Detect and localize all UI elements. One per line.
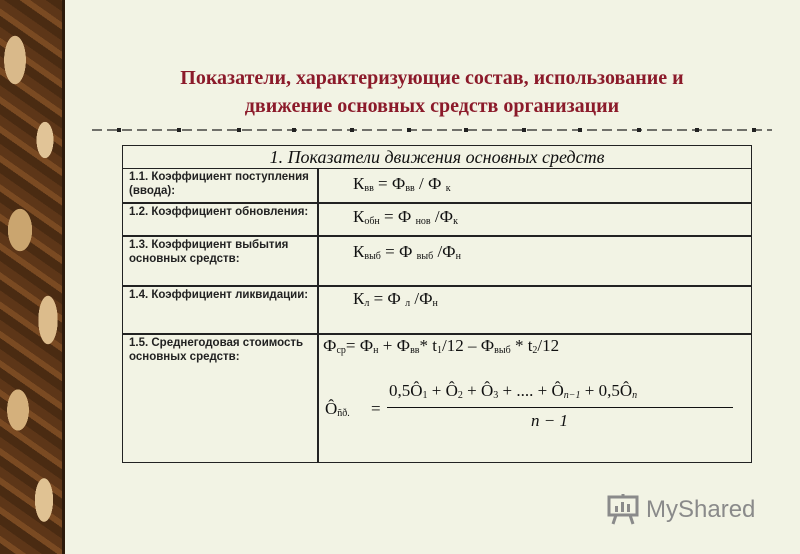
title-divider [92, 125, 772, 135]
fraction-numerator [389, 381, 637, 401]
formula-part: = Ф [380, 242, 417, 261]
title-line-2: движение основных средств организации [244, 95, 620, 117]
fraction-denominator: n − 1 [531, 411, 568, 430]
formula-part: К [353, 289, 365, 308]
row-divider [123, 285, 751, 287]
formula-sub: н [455, 251, 461, 262]
decorative-side-strip [0, 0, 62, 554]
row-divider [123, 235, 751, 237]
watermark-text: MyShared [646, 496, 756, 523]
formula-part: /Ф [433, 242, 456, 261]
formula-part: К [353, 207, 365, 226]
formula-sub: выб [416, 251, 434, 262]
row-label-1: 1.1. Коэффициент поступления (ввода): [129, 171, 309, 197]
fraction-lhs-symbol: Ô [325, 399, 338, 418]
formula-part: * t [419, 336, 437, 355]
formula-sub: к [445, 183, 451, 194]
formula-part: = Ф [345, 336, 374, 355]
num-part: + Ô [427, 381, 458, 400]
fraction-lhs [325, 399, 350, 419]
fraction-equals: = [371, 399, 381, 418]
num-sub: 2 [457, 390, 463, 401]
formula-average-annual [323, 336, 559, 356]
formula-part: + Ф [378, 336, 411, 355]
row-divider [123, 333, 751, 335]
column-divider [317, 168, 319, 463]
formula-part: К [353, 242, 365, 261]
num-sub: n [632, 390, 638, 401]
formula-sub: обн [364, 216, 380, 227]
formula-sub: 2 [532, 345, 538, 356]
num-sub: 1 [422, 390, 428, 401]
formula-part: К [353, 174, 365, 193]
num-sub: 3 [493, 390, 499, 401]
table-header: 1. Показатели движения основных средств [123, 146, 751, 169]
formula-disposal [353, 242, 461, 262]
formula-sub: л [405, 298, 411, 309]
title-line-1: Показатели, характеризующие состав, использование и [180, 67, 684, 89]
indicators-table [122, 145, 752, 463]
side-strip-border [62, 0, 65, 554]
formula-sub: вв [410, 345, 420, 356]
formula-part: = Ф [373, 174, 406, 193]
formula-part: /12 – Ф [442, 336, 495, 355]
row-label-2: 1.2. Коэффициент обновления: [129, 206, 309, 218]
formula-sub: ср [336, 345, 346, 356]
num-part: + Ô [462, 381, 494, 400]
row-label-3: 1.3. Коэффициент выбытия основных средств: [129, 239, 289, 265]
formula-part: /Ф [410, 289, 433, 308]
num-sub: n−1 [563, 390, 581, 401]
formula-part: Ф [323, 336, 337, 355]
formula-part: = Ф [379, 207, 416, 226]
formula-sub: л [364, 298, 370, 309]
formula-sub: н [432, 298, 438, 309]
row-label-4: 1.4. Коэффициент ликвидации: [129, 289, 309, 301]
formula-part: = Ф [369, 289, 406, 308]
formula-part: / Ф [414, 174, 446, 193]
formula-sub: вв [405, 183, 415, 194]
formula-sub: выб [364, 251, 381, 262]
formula-sub: выб [494, 345, 511, 356]
formula-sub: вв [364, 183, 374, 194]
formula-part: * t [510, 336, 533, 355]
formula-inflow [353, 174, 451, 194]
formula-liquidation [353, 289, 438, 309]
formula-sub: нов [415, 216, 431, 227]
row-divider [123, 202, 751, 204]
formula-part: /12 [537, 336, 560, 355]
presentation-board-icon [606, 492, 640, 526]
formula-chronological-average [323, 381, 743, 441]
num-part: 0,5Ô [389, 381, 423, 400]
formula-sub: к [453, 216, 458, 227]
formula-sub: 1 [437, 345, 442, 356]
num-part: + 0,5Ô [580, 381, 633, 400]
formula-part: /Ф [430, 207, 454, 226]
fraction-bar [387, 407, 733, 408]
fraction-lhs-sub: ñð. [337, 408, 350, 419]
formula-renewal [353, 207, 458, 227]
page-title [70, 64, 794, 120]
formula-sub: н [373, 345, 379, 356]
row-label-5: 1.5. Среднегодовая стоимость основных средств: [129, 337, 304, 363]
watermark [606, 492, 766, 528]
num-part: + .... + Ô [498, 381, 564, 400]
